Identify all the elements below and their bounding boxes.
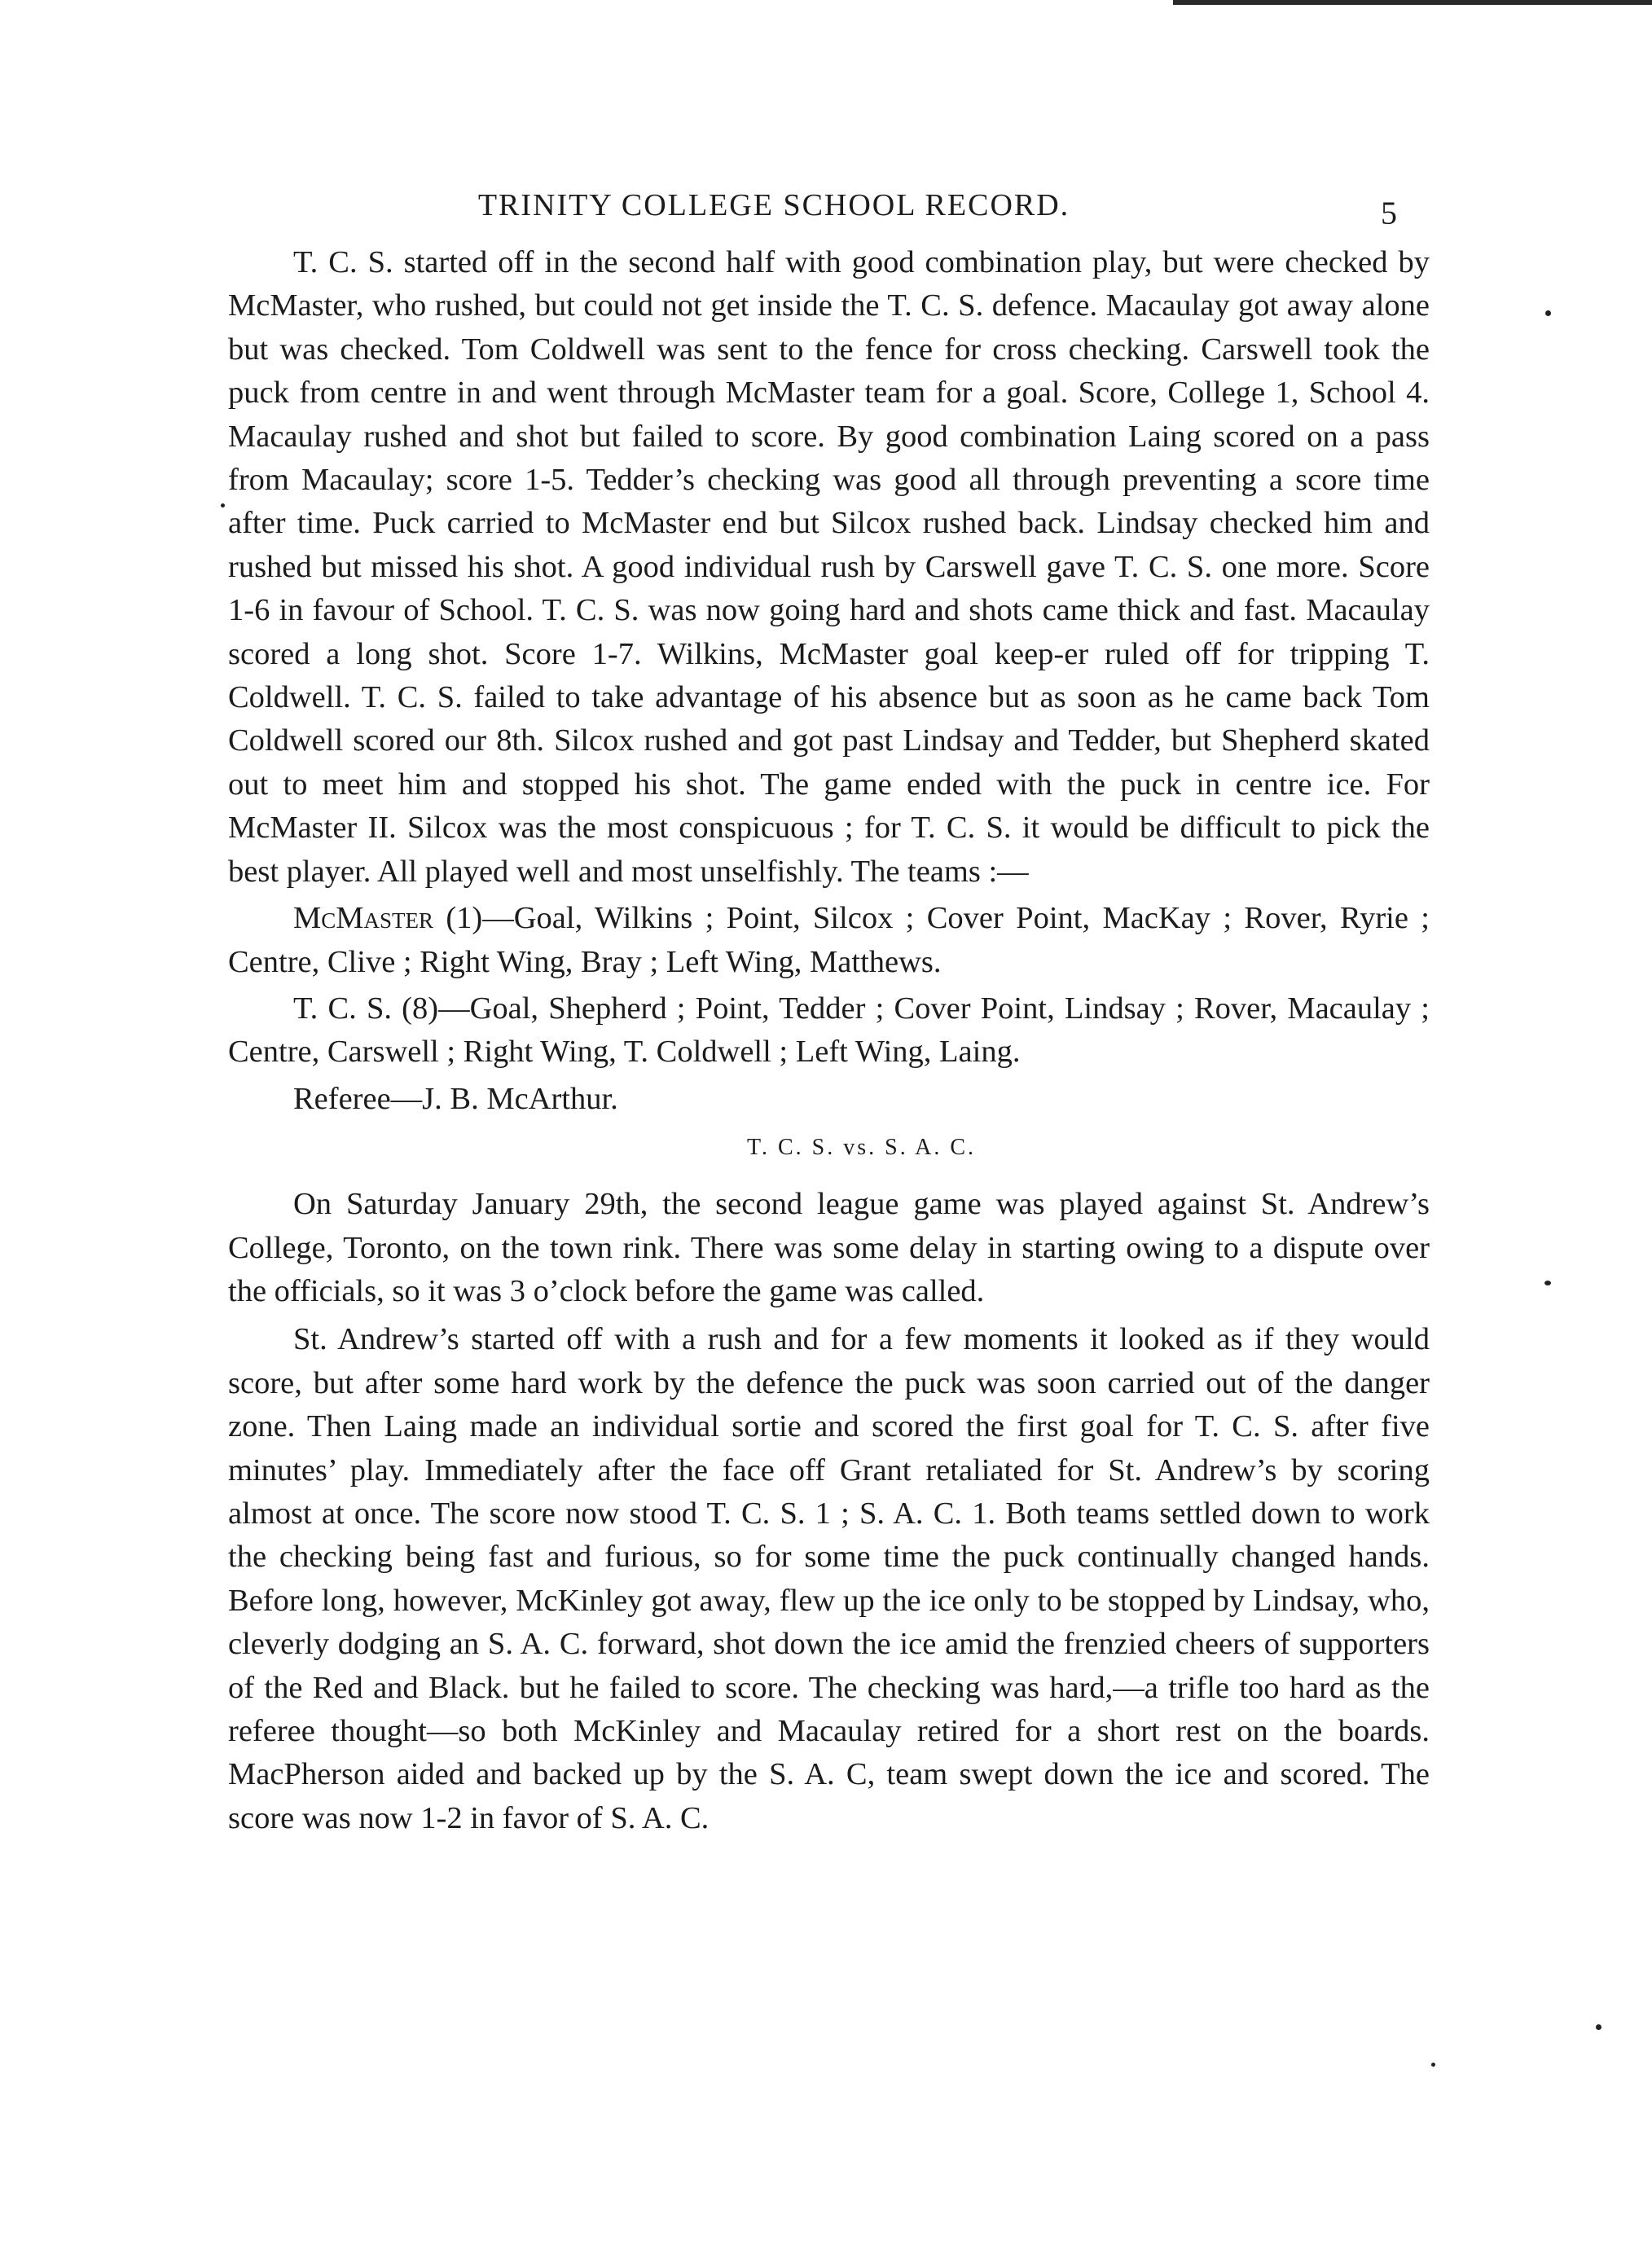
running-head — [228, 181, 1430, 230]
paragraph-game-intro: On Saturday January 29th, the second league game was played against St. Andrew’s College, Toronto, on the town rink. There was some delay in starting owing to a dispute over the officials, so it was 3 o’clock before the game was called. — [228, 1187, 1430, 1308]
margin-speck — [221, 503, 225, 508]
mcmaster-team-name: McMaster — [293, 901, 433, 936]
margin-speck — [1431, 2063, 1435, 2067]
page-title: TRINITY COLLEGE SCHOOL RECORD. — [477, 188, 1070, 222]
paragraph-game-report: St. Andrew’s started off with a rush and for a few moments it looked as if they would score, but after some hard work by the defence the puck was soon carried out of the danger zone. Then Laing made an individual sortie and scored the first goal for T. C. S. after five minutes’ play. Immediately after the face off Grant retaliated for St. Andrew’s by scoring almost at once. The score now stood T. C. S. 1 ; S. A. C. 1. Both teams settled down to work the checking being fast and furious, so for some time the puck continually changed hands. Before long, however, McKinley got away, flew up the ice only to be stopped by Lindsay, who, cleverly dodging an S. A. C. forward, shot down the ice amid the frenzied cheers of supporters of the Red and Black. but he failed to score. The checking was hard,—a trifle too hard as the referee thought—so both McKinley and Macaulay retired for a short rest on the boards. MacPherson aided and backed up by the S. A. C, team swept down the ice and scored. The score was now 1-2 in favor of S. A. C. — [228, 1322, 1430, 1835]
article-body — [228, 241, 1430, 1840]
mcmaster-lineup-text: (1)—Goal, Wilkins ; Point, Silcox ; Cover Point, MacKay ; Rover, Ryrie ; Centre, Clive ; Right Wing, Bray ; Left Wing, Matthews. — [228, 901, 1430, 979]
page-number: 5 — [1381, 195, 1397, 231]
paragraph-second-half: T. C. S. started off in the second half with good combination play, but were checked by McMaster, who rushed, but could not get inside the T. C. S. defence. Macaulay got away alone but was checked. Tom Coldwell was sent to the fence for cross checking. Carswell took the puck from centre in and went through McMaster team for a goal. Score, College 1, School 4. Macaulay rushed and shot but failed to score. By good combination Laing scored on a pass from Macaulay; score 1-5. Tedder’s checking was good all through preventing a score time after time. Puck carried to McMaster end but Silcox rushed back. Lindsay checked him and rushed but missed his shot. A good individual rush by Carswell gave T. C. S. one more. Score 1-6 in favour of School. T. C. S. was now going hard and shots came thick and fast. Macaulay scored a long shot. Score 1-7. Wilkins, McMaster goal keep-er ruled off for tripping T. Coldwell. T. C. S. failed to take advantage of his absence but as soon as he came back Tom Coldwell scored our 8th. Silcox rushed and got past Lindsay and Tedder, but Shepherd skated out to meet him and stopped his shot. The game ended with the puck in centre ice. For McMaster II. Silcox was the most conspicuous ; for T. C. S. it would be difficult to pick the best player. All played well and most unselfishly. The teams :— — [228, 245, 1430, 889]
margin-speck — [1544, 1281, 1551, 1285]
margin-speck — [1596, 2024, 1601, 2030]
mcmaster-lineup — [228, 897, 1430, 984]
tcs-lineup: T. C. S. (8)—Goal, Shepherd ; Point, Tedder ; Cover Point, Lindsay ; Rover, Macaulay ; Centre, Carswell ; Right Wing, T. Coldwell ; Left Wing, Laing. — [228, 991, 1430, 1070]
referee-line: Referee—J. B. McArthur. — [293, 1081, 618, 1116]
top-edge-rule — [1173, 0, 1652, 5]
margin-speck — [1545, 310, 1551, 316]
section-heading: T. C. S. vs. S. A. C. — [746, 1135, 977, 1161]
